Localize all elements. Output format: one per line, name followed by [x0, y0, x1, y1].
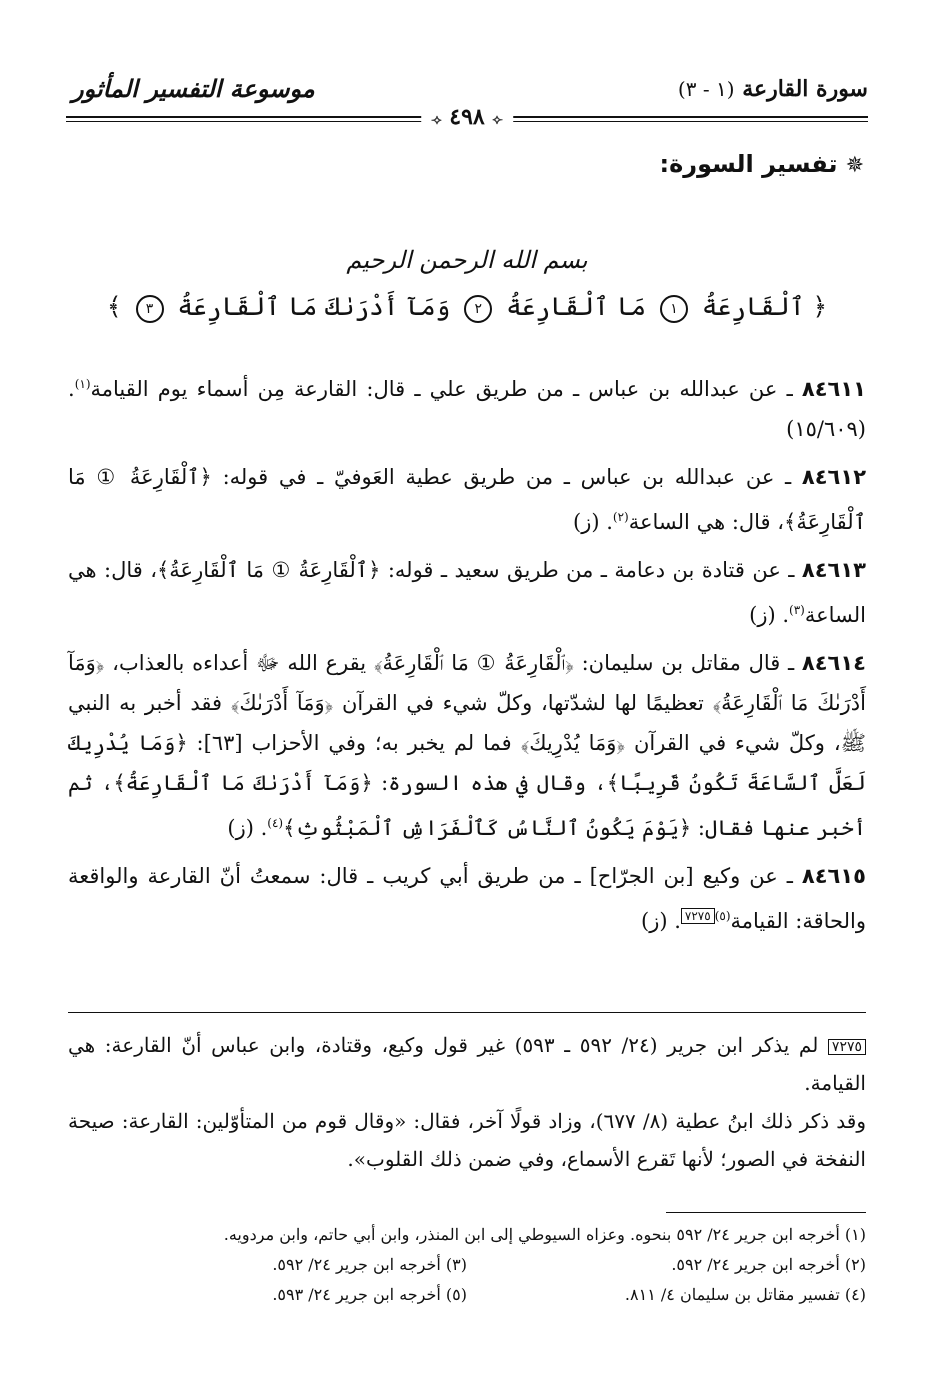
verse-2: مَا ٱلْقَارِعَةُ — [506, 292, 647, 321]
verse-number-badge: ١ — [660, 295, 688, 323]
footnotes — [68, 1220, 866, 1310]
verse-number-badge: ٢ — [464, 295, 492, 323]
narration-entry — [68, 364, 866, 449]
narration-number: ٨٤٦١٣ — [801, 558, 866, 582]
ornament-icon: ⟣ — [492, 112, 503, 128]
commentary-paragraph: ٧٢٧٥ لم يذكر ابن جرير (٢٤/ ٥٩٢ ـ ٥٩٣) غير قول وكيع، وقتادة، وابن عباس أنّ القارعة: هي القيامة. — [68, 1033, 866, 1095]
verse-range: (١ - ٣) — [677, 77, 735, 101]
narration-text: ـ عن عبدالله بن عباس ـ من طريق علي ـ قال: القارعة مِن أسماء يوم القيامة — [90, 377, 802, 401]
narration-number: ٨٤٦١١ — [801, 377, 866, 401]
narration-text: ـ عن وكيع [بن الجرّاح] ـ من طريق أبي كريب ـ قال: سمعتُ أنّ القارعة والواقعة والحاقة: القيامة — [68, 864, 866, 933]
narration-source: . (ز) — [227, 816, 268, 840]
narration-text: ـ عن قتادة بن دعامة ـ من طريق سعيد ـ قوله: ﴿ٱلْقَارِعَةُ ① مَا ٱلْقَارِعَةُ﴾، قال: هي الساعة — [68, 558, 866, 627]
narration-source: . (ز) — [641, 909, 681, 933]
footnote: (٣) أخرجه ابن جرير ٢٤/ ٥٩٢. — [272, 1255, 467, 1274]
verse-3: وَمَآ أَدْرَىٰكَ مَا ٱلْقَارِعَةُ — [177, 292, 451, 321]
narration-number: ٨٤٦١٥ — [801, 864, 866, 888]
basmala: بسم الله الرحمن الرحيم — [346, 246, 588, 274]
surah-name: سورة القارعة — [742, 76, 868, 102]
footnote: (٤) تفسير مقاتل بن سليمان ٤/ ٨١١. — [624, 1285, 866, 1304]
section-title: ✵تفسير السورة: — [659, 150, 864, 178]
page-header — [66, 70, 868, 130]
footnote: (٥) أخرجه ابن جرير ٢٤/ ٥٩٣. — [272, 1285, 467, 1304]
footnote: (١) أخرجه ابن جرير ٢٤/ ٥٩٢ بنحوه. وعزاه السيوطي إلى ابن المنذر، وابن أبي حاتم، وابن مردويه. — [223, 1225, 866, 1244]
surah-header — [678, 76, 868, 102]
narration-list — [68, 364, 866, 949]
book-title: موسوعة التفسير المأثور — [72, 74, 315, 103]
page-number: ⟢ ٤٩٨ ⟣ — [421, 104, 513, 130]
footnote-ref[interactable]: (١) — [74, 377, 91, 391]
narration-source: . (ز) — [573, 510, 613, 534]
commentary-divider — [68, 1012, 866, 1013]
narration-entry — [68, 643, 866, 848]
star-ornament-icon: ✵ — [845, 153, 864, 178]
narration-entry — [68, 856, 866, 941]
narration-source: . (ز) — [749, 603, 790, 627]
narration-text: ـ قال مقاتل بن سليمان: ﴿ٱلْقَارِعَةُ ① مَا ٱلْقَارِعَةُ﴾ يقرع الله ﷻ أعداءه بالعذاب، ﴿وَمَآ أَدْرَىٰكَ مَا ٱلْقَارِعَةُ﴾ تعظيمًا لها لشدّتها، وكلّ شيء في القرآن ﴿وَمَآ أَدْرَىٰكَ﴾ فقد أخبر به النبي ﷺ، وكلّ شيء في القرآن ﴿وَمَا يُدْرِيكَ﴾ فما لم يخبر به؛ وفي الأحزاب [٦٣]: ﴿وَمَا يُدْرِيكَ لَعَلَّ ٱلسَّاعَةَ تَكُونُ قَرِيبًا﴾، وقال في هذه السورة: ﴿وَمَآ أَدْرَىٰكَ مَا ٱلْقَارِعَةُ﴾، ثم أخبر عنها فقال: ﴿يَوْمَ يَكُونُ ٱلنَّاسُ كَٱلْفَرَاشِ ٱلْمَبْثُوثِ﴾ — [68, 651, 866, 840]
verse-1: ٱلْقَارِعَةُ — [701, 292, 805, 321]
footnote-ref[interactable]: (٢) — [612, 510, 629, 524]
commentary-notes — [68, 1026, 866, 1178]
footnote-ref[interactable]: (٤) — [267, 816, 284, 830]
verse-number-badge: ٣ — [136, 295, 164, 323]
narration-number: ٨٤٦١٢ — [801, 465, 867, 489]
footnote-ref[interactable]: (٥) — [714, 909, 731, 923]
commentary-paragraph: وقد ذكر ذلك ابنُ عطية (٨/ ٦٧٧)، وزاد قولًا آخر، فقال: «وقال قوم من المتأوّلين: القارعة: صيحة النفخة في الصور؛ لأنها تَقرع الأسماع، وفي ضمن ذلك القلوب». — [68, 1109, 866, 1171]
narration-text: ـ عن عبدالله بن عباس ـ من طريق عطية العَوفيّ ـ في قوله: ﴿ٱلْقَارِعَةُ ① مَا ٱلْقَارِعَةُ﴾، قال: هي الساعة — [68, 465, 866, 534]
commentary-ref-box[interactable]: ٧٢٧٥ — [681, 908, 715, 924]
narration-number: ٨٤٦١٤ — [801, 651, 866, 675]
quran-verses: ﴿ ٱلْقَارِعَةُ ١ مَا ٱلْقَارِعَةُ ٢ وَمَآ أَدْرَىٰكَ مَا ٱلْقَارِعَةُ ٣ ﴾ — [106, 292, 828, 321]
commentary-ref-box: ٧٢٧٥ — [828, 1039, 866, 1055]
narration-entry — [68, 550, 866, 635]
narration-entry — [68, 457, 866, 542]
narration-source: . (١٥/٦٠٩) — [68, 377, 866, 441]
footnote-divider — [666, 1212, 866, 1213]
footnote: (٢) أخرجه ابن جرير ٢٤/ ٥٩٢. — [671, 1255, 866, 1274]
footnote-ref[interactable]: (٣) — [789, 603, 805, 617]
ornament-icon: ⟢ — [431, 112, 442, 128]
